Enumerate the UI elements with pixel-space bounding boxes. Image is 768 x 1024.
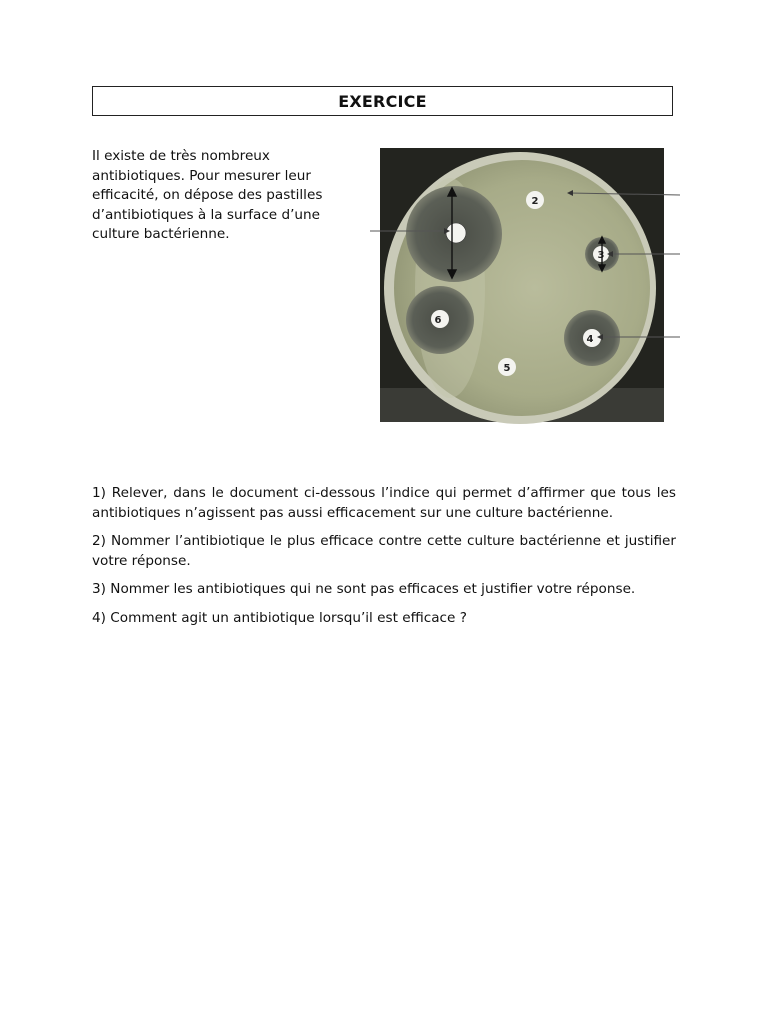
disc-4 [583, 329, 601, 347]
svg-text:6: 6 [434, 315, 442, 326]
questions-list [92, 484, 676, 638]
disc-5 [498, 358, 516, 376]
page-title: EXERCICE [92, 86, 673, 116]
question-1: 1) Relever, dans le document ci-dessous l’indice qui permet d’affirmer que tous les antibiotiques n’agissent pas aussi efficacement sur une culture bactérienne. [92, 485, 676, 521]
disc-3 [593, 246, 609, 262]
question-3: 3) Nommer les antibiotiques qui ne sont pas efficaces et justifier votre réponse. [92, 581, 636, 598]
disc-2 [526, 191, 544, 209]
question-4: 4) Comment agit un antibiotique lorsqu’il est efficace ? [92, 609, 467, 626]
svg-text:4: 4 [586, 334, 594, 345]
petri-dish-figure [370, 148, 680, 424]
disc-1 [446, 223, 466, 243]
question-2: 2) Nommer l’antibiotique le plus efficace contre cette culture bactérienne et justifier votre réponse. [92, 533, 676, 569]
disc-6 [431, 310, 449, 328]
svg-text:2: 2 [531, 196, 539, 207]
svg-text:3: 3 [597, 250, 605, 261]
svg-text:5: 5 [503, 363, 511, 374]
intro-paragraph: Il existe de très nombreux antibiotiques. Pour mesurer leur efficacité, on dépose des pastilles d’antibiotiques à la surface d’une culture bactérienne. [92, 148, 323, 243]
